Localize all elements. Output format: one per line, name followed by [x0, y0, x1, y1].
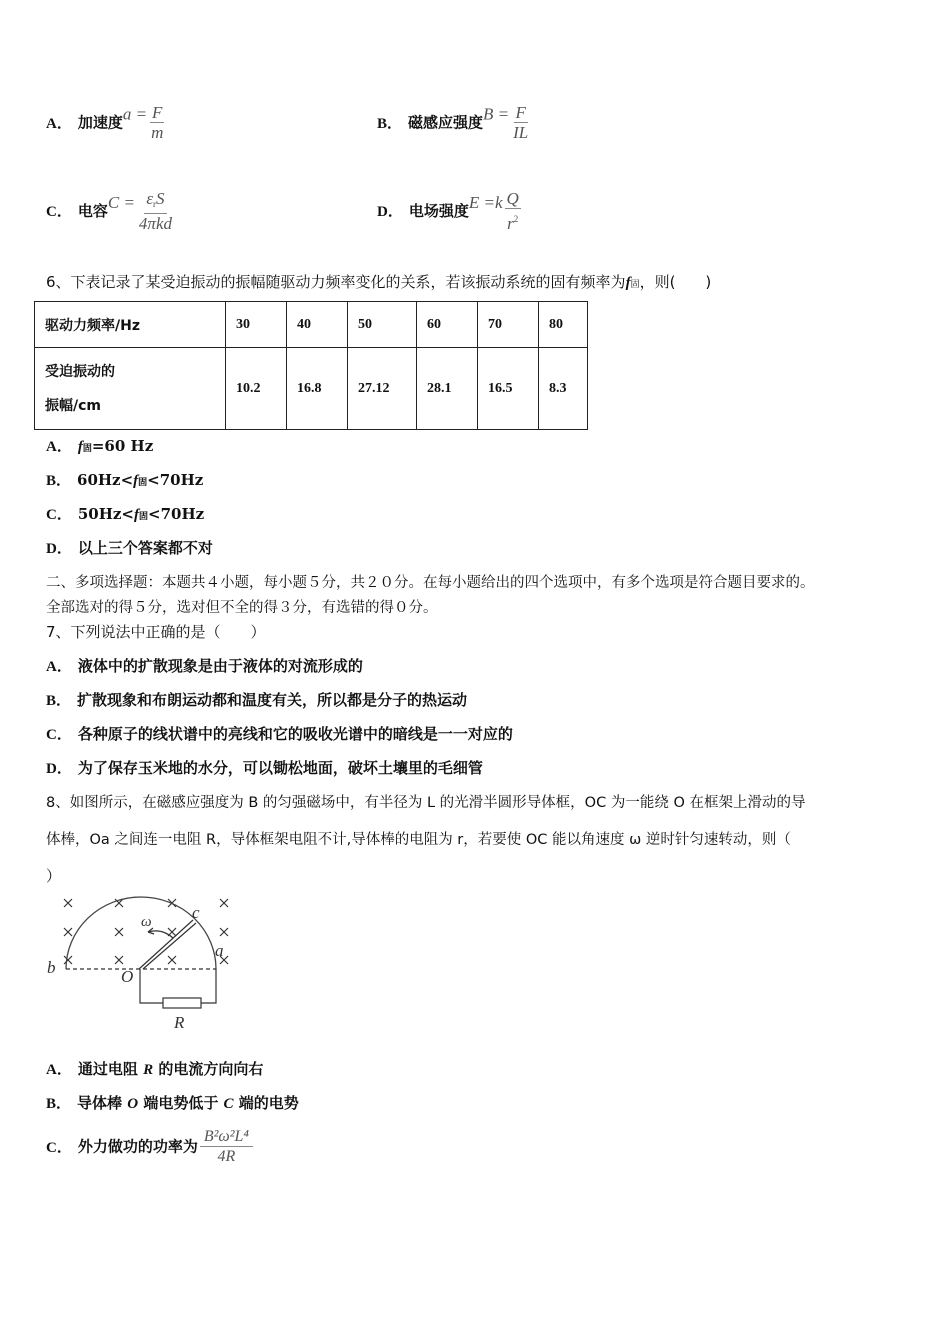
q8-option-a[interactable] [46, 1058, 263, 1079]
q7-option-c[interactable] [46, 723, 513, 744]
header-line-2: 振幅/cm [45, 397, 101, 414]
f-symbol: f [625, 275, 631, 291]
denominator: m [151, 123, 164, 142]
option-label: C． [46, 1139, 72, 1156]
option-text-pre: 通过电阻 [77, 1060, 144, 1078]
q5-option-c[interactable] [46, 190, 174, 234]
option-text: 电场强度 [408, 202, 469, 220]
option-text-post: <70Hz [148, 505, 205, 523]
table-cell: 50 [348, 302, 417, 348]
table-row-frequency [35, 302, 588, 348]
q8-stem-line2: 体棒，Oa 之间连一电阻 R，导体框架电阻不计,导体棒的电阻为 r，若要使 OC 能以角速度 ω 逆时针匀速转动，则（ [46, 832, 791, 848]
table-cell: 10.2 [226, 348, 287, 430]
q6-option-d[interactable] [46, 537, 213, 558]
q7-option-b[interactable] [46, 689, 467, 710]
formula-fraction [149, 104, 165, 143]
formula-lhs: B = [483, 104, 510, 124]
formula-lhs: a = [122, 104, 148, 124]
table-cell: 70 [478, 302, 539, 348]
section-2-instructions-line2: 全部选对的得５分，选对但不全的得３分，有选错的得０分。 [46, 600, 438, 616]
epsilon: ε [146, 189, 154, 208]
table-header-cell [35, 348, 226, 430]
table-cell: 28.1 [417, 348, 478, 430]
option-text: 扩散现象和布朗运动都和温度有关，所以都是分子的热运动 [77, 691, 468, 709]
variable: C [223, 1096, 234, 1112]
subscript: r [153, 199, 157, 209]
q8-option-c[interactable] [46, 1128, 253, 1167]
f-subscript: 固 [138, 478, 148, 488]
q8-stem-line1: 8、如图所示，在磁感应强度为 B 的匀强磁场中，有半径为 L 的光滑半圆形导体框，OC 为一能绕 O 在框架上滑动的导 [46, 795, 806, 811]
numerator: F [152, 103, 163, 122]
option-text-pre: 50Hz< [77, 505, 134, 523]
q7-stem: 7、下列说法中正确的是（ ） [46, 623, 266, 641]
option-text: 各种原子的线状谱中的亮线和它的吸收光谱中的暗线是一一对应的 [77, 725, 513, 743]
option-text: 电容 [77, 202, 108, 220]
option-label: A． [46, 659, 72, 675]
formula-fraction [511, 104, 530, 143]
formula-fraction [137, 190, 174, 234]
variable: O [127, 1096, 139, 1112]
f-symbol: f [133, 473, 139, 489]
q8-stem-line3: ） [46, 867, 62, 885]
q8-option-b[interactable] [46, 1092, 299, 1113]
q6-stem [46, 271, 711, 292]
denominator-base: r [507, 214, 514, 233]
option-text: 外力做功的功率为 [77, 1137, 198, 1156]
table-cell: 27.12 [348, 348, 417, 430]
formula-fraction [505, 190, 521, 234]
label-omega: ω [141, 914, 152, 930]
numerator: F [515, 103, 526, 122]
denominator [505, 209, 520, 234]
option-text-post: 端的电势 [233, 1094, 299, 1112]
option-label: C． [46, 507, 72, 523]
option-label: A． [46, 115, 72, 132]
label-r: R [174, 1013, 185, 1032]
formula-lhs: E =k [468, 193, 503, 212]
denominator: 4R [217, 1148, 236, 1165]
option-text-pre: 60Hz< [77, 471, 134, 489]
option-text-post: 的电流方向向右 [153, 1060, 264, 1078]
option-label: B． [46, 473, 72, 489]
label-b: b [47, 958, 56, 977]
q8-circuit-figure [40, 890, 240, 1035]
magnetic-field-crosses [64, 899, 228, 964]
table-cell: 80 [539, 302, 588, 348]
q6-option-a[interactable] [46, 435, 153, 456]
numerator: B²ω²L⁴ [200, 1128, 253, 1147]
q5-option-b[interactable] [377, 104, 530, 143]
label-o: O [121, 967, 134, 986]
table-cell: 30 [226, 302, 287, 348]
option-label: A． [46, 1062, 72, 1078]
circuit-diagram-icon [40, 890, 240, 1035]
table-cell: 16.5 [478, 348, 539, 430]
option-label: D． [46, 761, 72, 777]
q5-option-d[interactable] [377, 190, 521, 234]
option-text: =60 Hz [91, 437, 154, 455]
q6-data-table [34, 301, 588, 430]
numerator [144, 190, 166, 214]
option-label: B． [377, 115, 403, 132]
table-header-cell: 驱动力频率/Hz [35, 302, 226, 348]
table-cell: 60 [417, 302, 478, 348]
formula-fraction [200, 1128, 253, 1167]
f-subscript: 固 [630, 280, 640, 290]
label-a: a [215, 941, 224, 960]
option-label: A． [46, 439, 72, 455]
f-symbol: f [133, 507, 139, 523]
option-label: B． [46, 1096, 72, 1112]
option-text-pre: 导体棒 [77, 1094, 128, 1112]
f-subscript: 固 [82, 444, 92, 454]
option-text: 为了保存玉米地的水分，可以锄松地面，破坏土壤里的毛细管 [77, 759, 483, 777]
f-subscript: 固 [138, 512, 148, 522]
denominator: IL [513, 123, 529, 142]
f-symbol: f [77, 439, 83, 455]
denominator: 4πkd [138, 214, 172, 233]
q7-option-d[interactable] [46, 757, 483, 778]
option-label: D． [46, 541, 72, 557]
section-2-instructions-line1: 二、多项选择题：本题共４小题，每小题５分，共２０分。在每小题给出的四个选项中，有多个选项是符合题目要求的。 [46, 575, 815, 591]
table-row-amplitude [35, 348, 588, 430]
stem-end: ，则( ) [639, 273, 712, 291]
table-cell: 40 [287, 302, 348, 348]
option-label: B． [46, 693, 72, 709]
option-label: C． [46, 727, 72, 743]
option-text: 液体中的扩散现象是由于液体的对流形成的 [77, 657, 363, 675]
table-cell: 16.8 [287, 348, 348, 430]
stem-text: 6、下表记录了某受迫振动的振幅随驱动力频率变化的关系，若该振动系统的固有频率为 [46, 273, 626, 291]
q6-option-c[interactable] [46, 503, 204, 524]
label-c: c [192, 903, 200, 922]
q6-option-b[interactable] [46, 469, 203, 490]
q7-option-a[interactable] [46, 655, 363, 676]
formula-lhs: C = [107, 193, 135, 212]
option-label: C． [46, 204, 72, 220]
variable: R [143, 1062, 154, 1078]
option-text: 磁感应强度 [408, 113, 484, 132]
q5-option-a[interactable] [46, 104, 165, 143]
table-cell: 8.3 [539, 348, 588, 430]
superscript: 2 [513, 214, 519, 224]
header-line-1: 受迫振动的 [45, 363, 115, 380]
option-text-mid: 端电势低于 [138, 1094, 224, 1112]
numerator: Q [506, 189, 519, 208]
option-text: 以上三个答案都不对 [77, 539, 213, 557]
numerator-rest: S [156, 189, 165, 208]
option-label: D． [377, 204, 403, 220]
option-text-post: <70Hz [147, 471, 204, 489]
option-text: 加速度 [77, 113, 123, 132]
